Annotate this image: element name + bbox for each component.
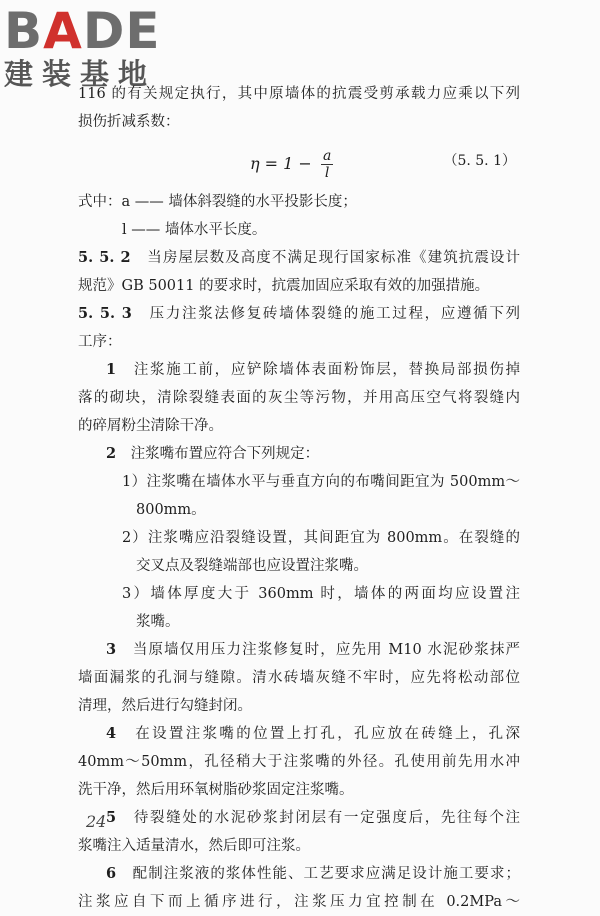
text-line: 浆嘴。	[136, 614, 180, 630]
text-line: 墙面漏浆的孔洞与缝隙。清水砖墙灰缝不牢时，应先将松动部位	[78, 670, 520, 686]
item-5: 5 待裂缝处的水泥砂浆封闭层有一定强度后，先往每个注	[106, 809, 520, 826]
text-line: 注浆应自下而上循序进行，注浆压力宜控制在 0.2MPa～	[78, 894, 520, 910]
text-line: l —— 墙体水平长度。	[122, 222, 267, 238]
text-line: 800mm。	[136, 502, 206, 518]
text-line: 规范》GB 50011 的要求时，抗震加固应采取有效的加强措施。	[78, 278, 490, 294]
item-2: 2 注浆嘴布置应符合下列规定：	[106, 445, 320, 462]
text-line: 洗干净，然后用环氧树脂砂浆固定注浆嘴。	[78, 782, 354, 798]
formula-5-5-1	[78, 140, 520, 186]
text-line: 式中：a —— 墙体斜裂缝的水平投影长度；	[78, 194, 357, 210]
clause-5-5-2: 5. 5. 2 当房屋层数及高度不满足现行国家标准《建筑抗震设计	[78, 249, 521, 266]
sub-item-2: 2）注浆嘴应沿裂缝设置，其间距宜为 800mm。在裂缝的	[122, 530, 520, 546]
page-number: 24	[86, 812, 107, 831]
formula-expression: η = 1 − $\frac{a}{l}$	[250, 148, 332, 181]
formula-number: （5. 5. 1）	[443, 153, 516, 169]
item-6: 6 配制注浆液的浆体性能、工艺要求应满足设计施工要求；	[106, 865, 521, 882]
text-line: 清理，然后进行勾缝封闭。	[78, 698, 252, 714]
sub-item-3: 3）墙体厚度大于 360mm 时，墙体的两面均应设置注	[122, 586, 520, 602]
text-line: 损伤折减系数：	[78, 114, 180, 130]
clause-5-5-3: 5. 5. 3 压力注浆法修复砖墙体裂缝的施工过程，应遵循下列	[78, 305, 521, 322]
item-1: 1 注浆施工前，应铲除墙体表面粉饰层，替换局部损伤掉	[106, 361, 520, 378]
sub-item-1: 1）注浆嘴在墙体水平与垂直方向的布嘴间距宜为 500mm～	[122, 474, 520, 490]
text-line: 工序：	[78, 334, 122, 350]
item-4: 4 在设置注浆嘴的位置上打孔，孔应放在砖缝上，孔深	[106, 725, 521, 742]
text-line: 40mm～50mm，孔径稍大于注浆嘴的外径。孔使用前先用水冲	[78, 754, 520, 770]
bade-logo	[4, 2, 184, 91]
formula-fraction: $\frac{a}{l}$	[322, 148, 332, 181]
document-body	[78, 80, 520, 916]
text-line: 浆嘴注入适量清水，然后即可注浆。	[78, 838, 310, 854]
logo-wordmark: BADE	[4, 2, 161, 60]
text-line: 交叉点及裂缝端部也应设置注浆嘴。	[136, 558, 368, 574]
text-line: 落的砌块，清除裂缝表面的灰尘等污物，并用高压空气将裂缝内	[78, 390, 520, 406]
item-3: 3 当原墙仅用压力注浆修复时，应先用 M10 水泥砂浆抹严	[106, 641, 521, 658]
logo-chinese: 建装基地	[4, 57, 157, 91]
text-line: 的碎屑粉尘清除干净。	[78, 418, 223, 434]
text-line: 116 的有关规定执行，其中原墙体的抗震受剪承载力应乘以下列	[78, 86, 520, 102]
